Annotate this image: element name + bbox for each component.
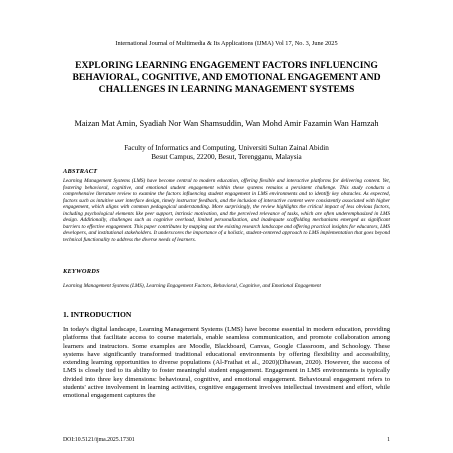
introduction-text: In today's digital landscape, Learning Management Systems (LMS) have become essential in modern education, providing platforms that facilitate access to course materials, enable seamless communication, and promote collaboration among learners and instructors. Some examples are Moodle, Blackboard, Canvas, Google Classroom, and Schoology. These systems have significantly transformed traditional educational environments by offering flexibility and accessibility, extending learning opportunities to diverse populations (Al-Fraihat et al., 2020)(Dhawan, 2020). However, the success of LMS is closely tied to its ability to foster meaningful student engagement. Engagement in LMS environments is typically divided into three key dimensions: behavioural, cognitive, and emotional engagement. Behavioural engagement refers to students' active involvement in learning activities, cognitive engagement involves intellectual investment and effort, while emotional engagement captures the [63,326,390,400]
author-list: Maizan Mat Amin, Syadiah Nor Wan Shamsuddin, Wan Mohd Amir Fazamin Wan Hamzah [74,119,379,128]
section-heading-introduction: 1. INTRODUCTION [63,310,132,319]
footer-doi: DOI:10.5121/ijma.2025.17301 [63,437,135,443]
paper-title: EXPLORING LEARNING ENGAGEMENT FACTORS INFLUENCING BEHAVIORAL, COGNITIVE, AND EMOTIONAL ENGAGEMENT AND CHALLENGES IN LEARNING MANAGEMENT SYSTEMS [72,60,381,96]
keywords-heading: KEYWORDS [63,268,100,275]
affiliation-line-1: Faculty of Informatics and Computing, Universiti Sultan Zainal Abidin [124,144,329,152]
abstract-heading: ABSTRACT [63,168,98,175]
keywords-text: Learning Management Systems (LMS), Learning Engagement Factors, Behavioral, Cognitive, and Emotional Engagement [63,283,321,289]
page-number: 1 [387,437,390,443]
abstract-text: Learning Management Systems (LMS) have become central to modern education, offering flexible and interactive platforms for delivering content. Yet, fostering behavioral, cognitive, and emotional student engagement within these systems remains a persistent challenge. This study conducts a comprehensive literature review to examine the factors influencing student engagement in LMS environments and to identify key obstacles. As expected, factors such as intuitive user interface design, timely instructor feedback, and the inclusion of interactive content were consistently associated with higher engagement, which aligns with common pedagogical understanding. More surprisingly, the review highlights the critical impact of less obvious factors, including psychological elements like peer support, intrinsic motivation, and the perceived relevance of tasks, which are often underemphasized in LMS design. Additionally, challenges such as cognitive overload, limited personalization, and inadequate scaffolding mechanisms emerged as significant barriers to effective engagement. This paper contributes by mapping out the existing research landscape and offering practical insights for educators, LMS developers, and institutional stakeholders. It underscores the importance of a holistic, student-centered approach to LMS implementation that goes beyond technical functionality to address the diverse needs of learners. [63,178,390,243]
journal-header: International Journal of Multimedia & Its Applications (IJMA) Vol 17, No. 3, June 2025 [115,40,338,47]
affiliation-line-2: Besut Campus, 22200, Besut, Terengganu, Malaysia [151,153,302,161]
affiliation [70,144,383,162]
